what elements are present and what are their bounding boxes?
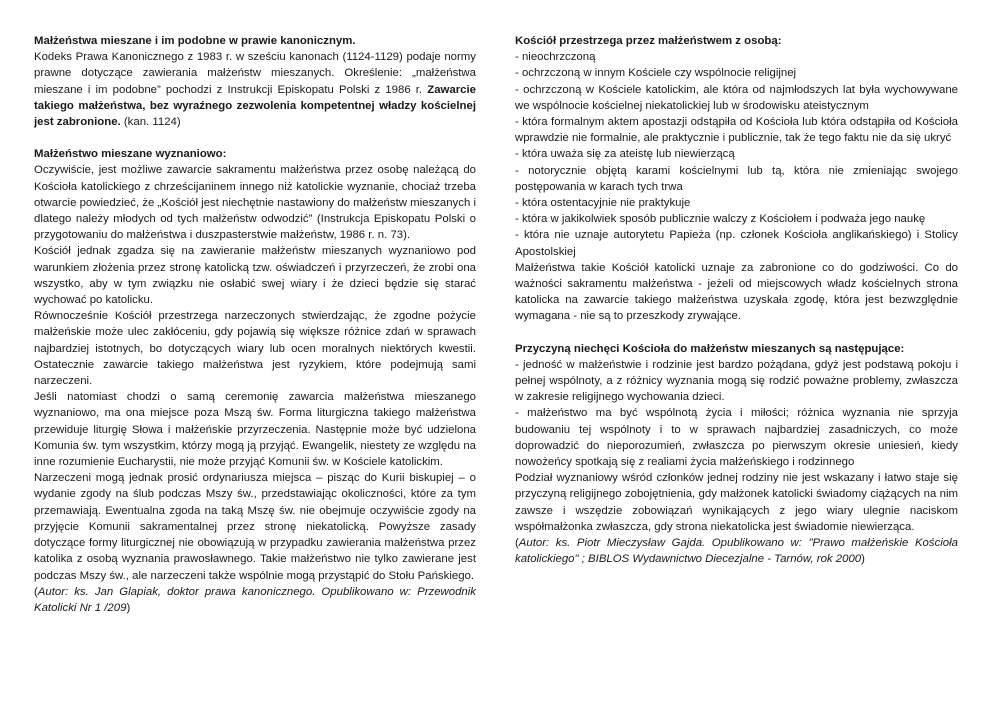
list-item: - notorycznie objętą karami kościelnymi lub tą, która nie zmieniając swojego postępowania w karach tych trwa — [515, 164, 958, 193]
list-item: - nieochrzczoną — [515, 51, 596, 64]
section-heading-reasons: Przyczyną niechęci Kościoła do małżeństw mieszanych są następujące: — [515, 342, 905, 355]
paragraph: Podział wyznaniowy wśród członków jednej rodziny nie jest wskazany i łatwo staje się przyczyną religijnego zobojętnienia, gdy małżonek katolicki świadomy ciążących na nim zawsze i wszędzie zobowiązań wynikających z jego wiary ulegnie naciskom współmałżonka zwłaszcza, gdy strona niekatolicka jest świadomie niewierząca. — [515, 472, 958, 533]
citation: (Autor: ks. Piotr Mieczysław Gajda. Opublikowano w: "Prawo małżeńskie Kościoła katolickiego" ; BIBLOS Wydawnictwo Diecezjalne - Tarnów, rok 2000) — [515, 537, 958, 566]
paragraph: Małżeństwa takie Kościół katolicki uznaje za zabronione co do godziwości. Co do ważności sakramentu małżeństwa - jeżeli od miejscowych władz kościelnych strona katolicka na zawarcie takiego małżeństwa uzyskała zgodę, która jest bezwzględnie wymagana - nie są to przeszkody zrywające. — [515, 261, 958, 323]
list-item: - która uważa się za ateistę lub niewierzącą — [515, 148, 735, 161]
paragraph: Kościół jednak zgadza się na zawieranie małżeństw mieszanych wyznaniowo pod warunkiem złożenia przez stronę katolicką tzw. oświadczeń i przyrzeczeń, że zrobi ona wszystko, aby w tym związku nie osłabić swej wiary i że dzieci będzie się starać wychować po katolicku. — [34, 245, 476, 307]
list-item: - ochrzczoną w innym Kościele czy wspólnocie religijnej — [515, 67, 797, 80]
citation-text: Autor: ks. Jan Glapiak, doktor prawa kanonicznego. Opublikowano w: Przewodnik Katolicki Nr 1 /209 — [34, 585, 476, 614]
list-item: - która nie uznaje autorytetu Papieża (np. członek Kościoła anglikańskiego) i Stolicy Apostolskiej — [515, 229, 958, 258]
paragraph: Równocześnie Kościół przestrzega narzeczonych stwierdzając, że zgodne pożycie małżeńskie może ulec zakłóceniu, gdy pojawią się większe różnice zdań w sprawach najbardziej istotnych, bo dotyczących wiary lub ocen moralnych niektórych kwestii. Ostatecznie zawarcie takiego małżeństwa jest ryzykiem, które podejmują sami narzeczeni. — [34, 310, 476, 388]
list-item: - jedność w małżeństwie i rodzinie jest bardzo pożądana, gdyż jest podstawą pokoju i pełnej wspólnoty, a z różnicy wyznania mogą się rodzić poważne problemy, zwłaszcza w zakresie religijnego wychowania dzieci. — [515, 358, 958, 404]
paragraph: Oczywiście, jest możliwe zawarcie sakramentu małżeństwa przez osobę należącą do Kościoła katolickiego z chrześcijaninem innego niż katolickie wyznanie, chociaż trzeba otwarcie powiedzieć, że „Kościół jest niechętnie nastawiony do małżeństw mieszanych i dlatego należy młodych od tych małżeństw odwodzić” (Instrukcja Episkopatu Polski o przygotowaniu do małżeństwa i duszpasterstwie małżeństw, 1986 r. n. 73). — [34, 164, 476, 242]
paragraph: Narzeczeni mogą jednak prosić ordynariusza miejsca – pisząc do Kurii biskupiej – o wydanie zgody na ślub podczas Mszy św., przedstawiając okoliczności, które za tym przemawiają. Ewentualna zgoda na taką Mszę św. nie obejmuje oczywiście zgody na przyjęcie Komunii sakramentalnej przez stronę niekatolicką. Powyższe zasady dotyczące formy liturgicznej nie obowiązują w przypadku zawierania małżeństwa przez katolika z osobą wyznania prawosławnego. Takie małżeństwo nie tylko zawierane jest podczas Mszy św., ale narzeczeni także wspólnie mogą przystąpić do Stołu Pańskiego. — [34, 472, 476, 582]
right-column — [515, 33, 958, 568]
paragraph: Jeśli natomiast chodzi o samą ceremonię zawarcia małżeństwa mieszanego wyznaniowo, ma ona miejsce poza Mszą św. Forma liturgiczna takiego małżeństwa przewiduje liturgię Słowa i małżeńskie przyrzeczenia. Następnie może być udzielona Komunia św. tym wszystkim, którzy mogą ją przyjąć. Ewangelik, niestety ze względu na inne rozumienie Eucharystii, nie może przyjąć Komunii św. w Kościele katolickim. — [34, 391, 476, 469]
left-column — [34, 33, 476, 616]
section-heading-mixed-marriages-canon-law: Małżeństwa mieszane i im podobne w prawie kanonicznym. — [34, 35, 356, 47]
list-item: - małżeństwo ma być wspólnotą życia i miłości; różnica wyznania nie sprzyja budowaniu tej wspólnoty i to w sprawach najbardziej zasadniczych, co może doprowadzić do nieporozumień, zwłaszcza po pierwszym okresie uniesień, kiedy nowożeńcy spotkają się z realiami życia małżeńskiego i rodzinnego — [515, 407, 958, 469]
list-item: - ochrzczoną w Kościele katolickim, ale która od najmłodszych lat była wychowywane we wspólnocie kościelnej niekatolickiej lub w środowisku ateistycznym — [515, 83, 958, 112]
citation-text: Autor: ks. Piotr Mieczysław Gajda. Opublikowano w: "Prawo małżeńskie Kościoła katolickiego" ; BIBLOS Wydawnictwo Diecezjalne - Tarnów, rok 2000 — [515, 537, 958, 566]
list-item: - która formalnym aktem apostazji odstąpiła od Kościoła lub która odstąpiła od Kościoła wprawdzie nie formalnie, ale praktycznie i publicznie, tak że tego faktu nie da się ukryć — [515, 116, 958, 145]
section-heading-mixed-denomination: Małżeństwo mieszane wyznaniowo: — [34, 148, 227, 161]
paragraph-text: Kodeks Prawa Kanonicznego z 1983 r. w sześciu kanonach (1124-1129) podaje normy prawne dotyczące zawierania małżeństw mieszanych. Określenie: „małżeństwa mieszane i im podobne” pochodzi z Instrukcji Episkopatu Polski z 1986 r. — [34, 51, 476, 96]
list-item: - która w jakikolwiek sposób publicznie walczy z Kościołem i podważa jego naukę — [515, 213, 926, 226]
canon-reference: (kan. 1124) — [123, 116, 181, 129]
list-item: - która ostentacyjnie nie praktykuje — [515, 197, 691, 210]
section-paragraph-canon-law — [34, 49, 476, 130]
section-heading-church-warns: Kościół przestrzega przez małżeństwem z osobą: — [515, 35, 782, 47]
citation: (Autor: ks. Jan Glapiak, doktor prawa kanonicznego. Opublikowano w: Przewodnik Katolicki Nr 1 /209) — [34, 585, 476, 614]
bold-statement: Zawarcie takiego małżeństwa, bez wyraźnego zezwolenia kompetentnej władzy kościelnej jest zabronione. — [34, 83, 476, 129]
